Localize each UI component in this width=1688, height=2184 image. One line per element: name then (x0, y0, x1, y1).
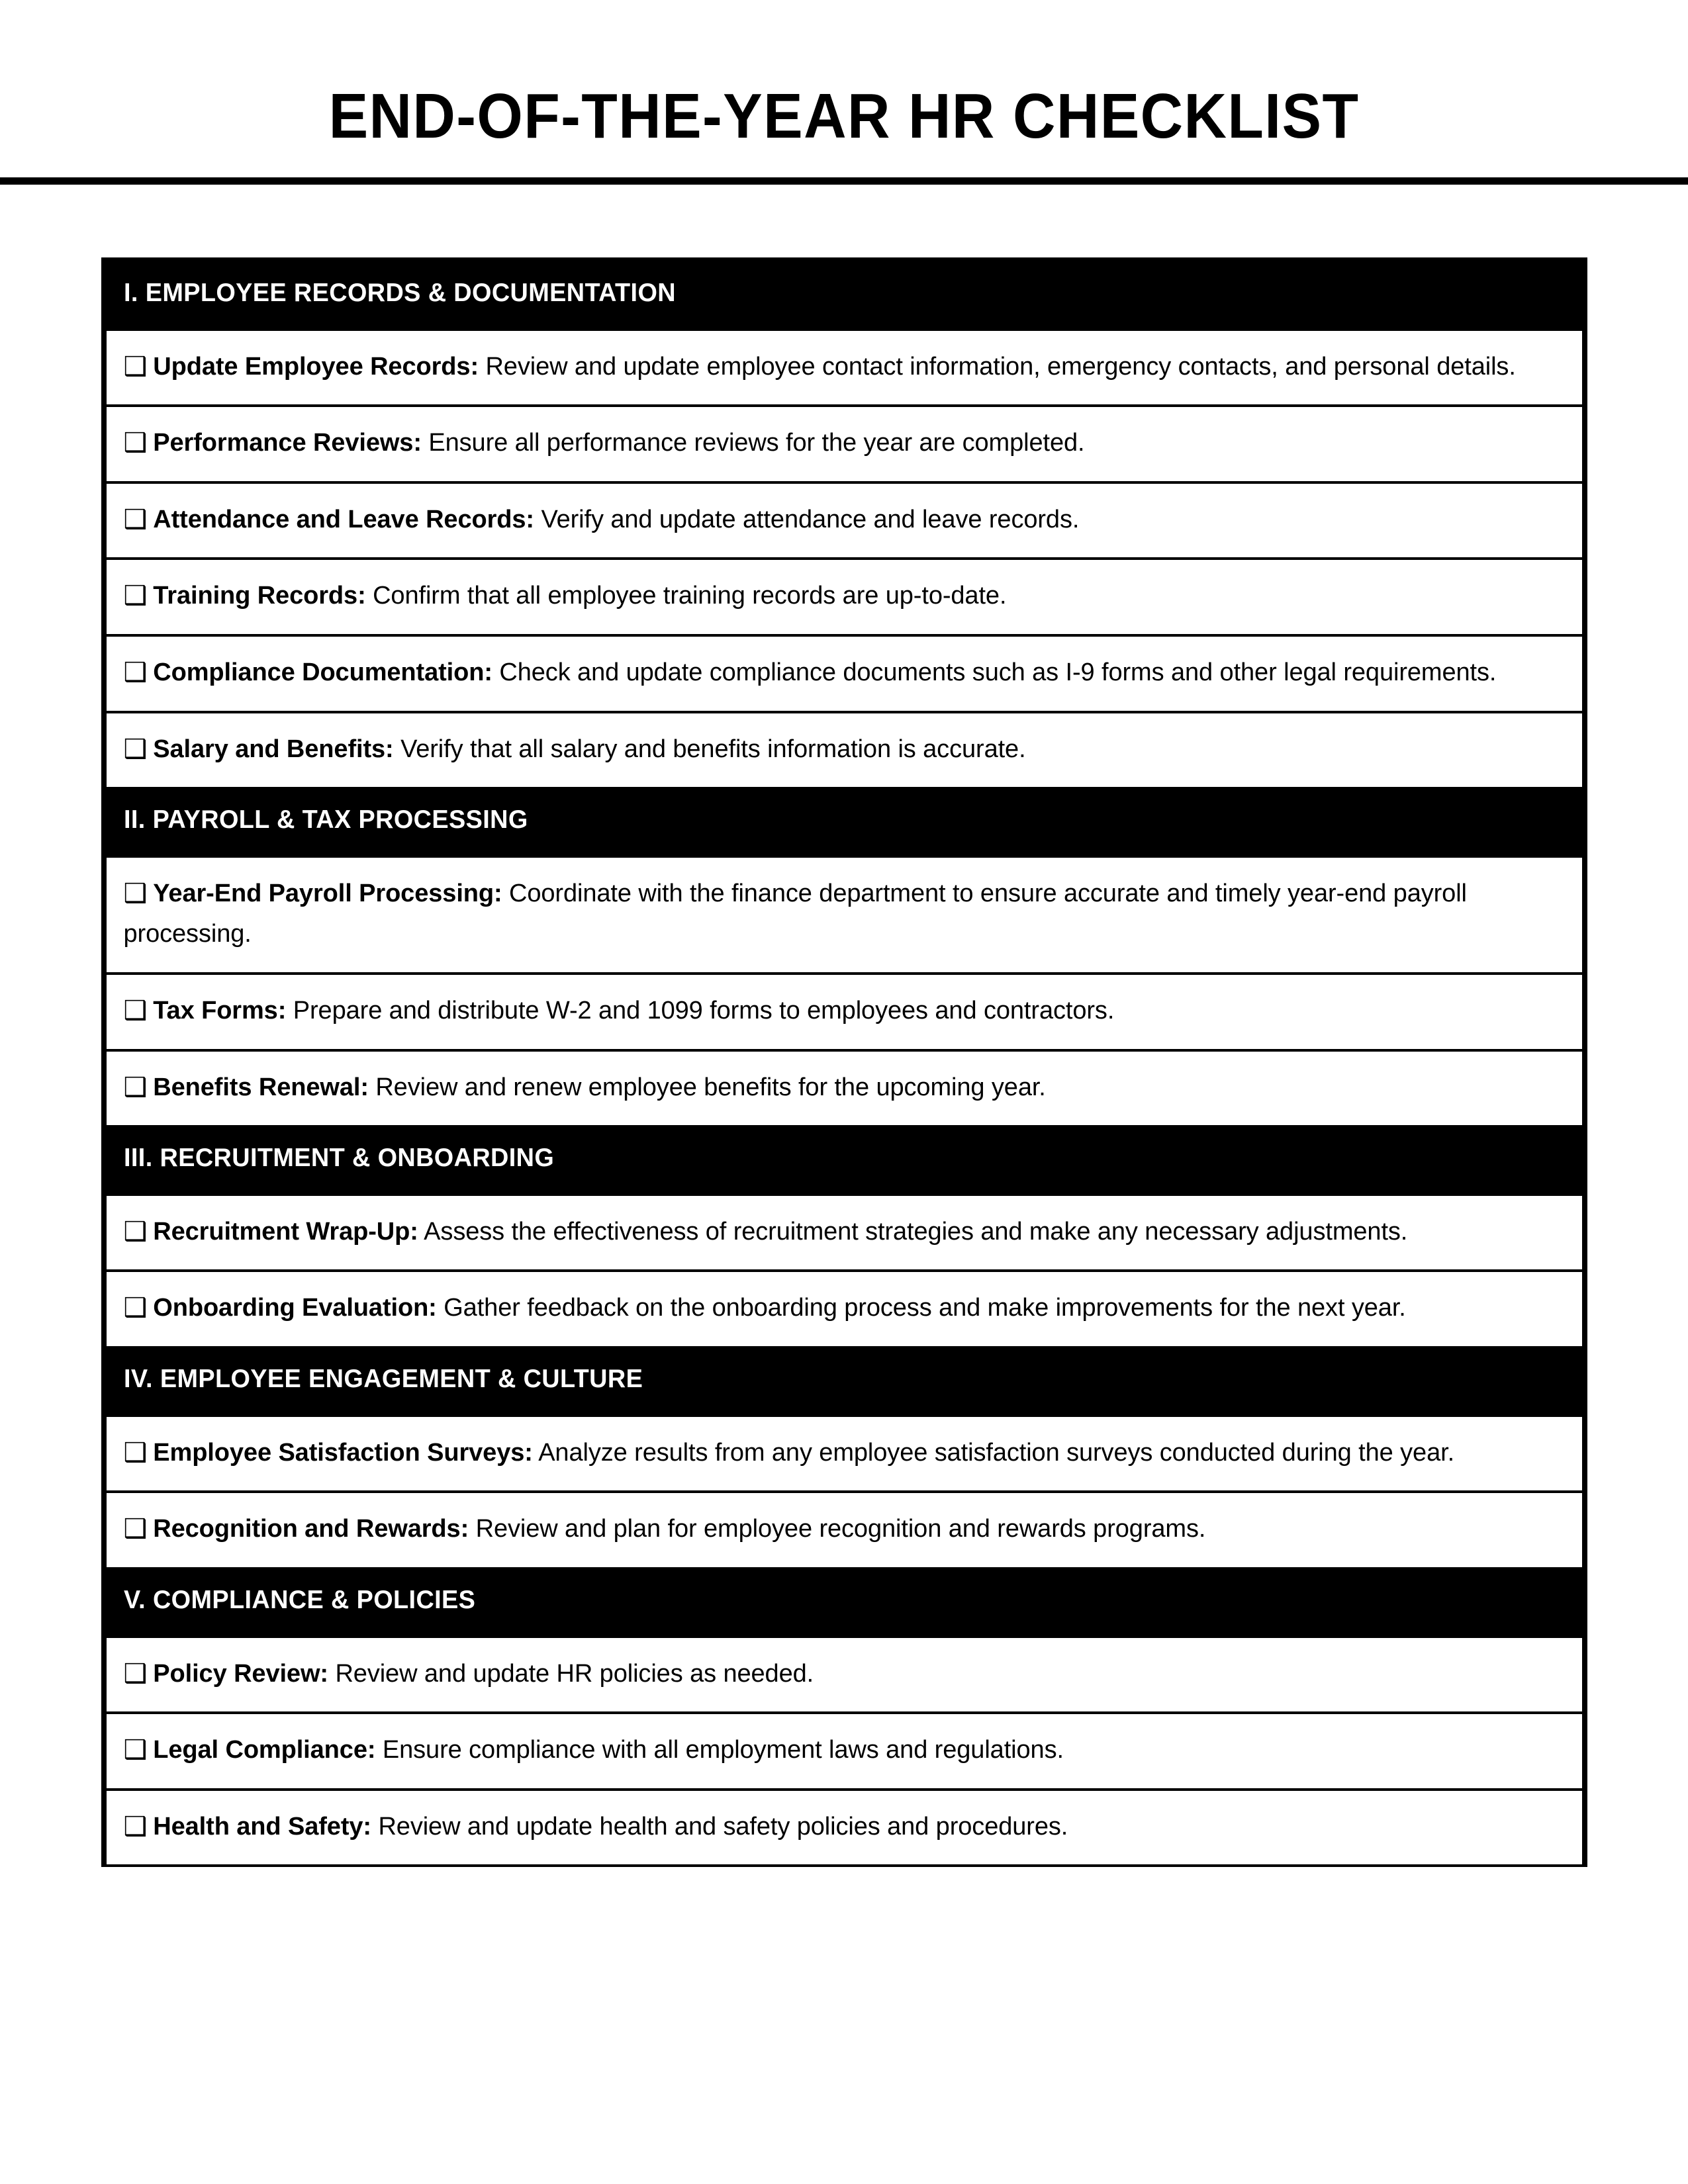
checklist-row[interactable] (104, 1269, 1585, 1346)
checklist-row[interactable] (104, 1711, 1585, 1788)
checklist-item-description: Confirm that all employee training records are up-to-date. (365, 582, 1007, 610)
checkbox-icon[interactable]: ❑ (123, 1811, 148, 1841)
checklist-item-text (124, 653, 1562, 694)
checklist-row[interactable] (104, 1193, 1585, 1270)
section-header-label: III. RECRUITMENT & ONBOARDING (123, 1144, 554, 1173)
checklist-row[interactable] (104, 972, 1585, 1049)
checkbox-icon[interactable]: ❑ (123, 657, 148, 687)
title-divider (0, 177, 1688, 185)
checklist-item-label: Health and Safety: (153, 1812, 371, 1841)
checklist-item-description: Ensure compliance with all employment laws and regulations. (375, 1736, 1064, 1764)
checklist-row[interactable] (104, 328, 1585, 405)
checklist-item-description: Gather feedback on the onboarding process and make improvements for the next year. (436, 1294, 1406, 1322)
section-header (104, 1125, 1585, 1193)
checklist-item-text (124, 500, 1562, 541)
checklist-item-label: Tax Forms: (153, 996, 287, 1024)
checklist-row[interactable] (104, 1049, 1585, 1126)
checklist-item-text (124, 576, 1562, 617)
checklist-item-label: Attendance and Leave Records: (153, 505, 534, 533)
checklist-item-text (124, 1433, 1562, 1474)
section-header-label: V. COMPLIANCE & POLICIES (123, 1585, 475, 1614)
checklist-item-description: Review and update health and safety policies and procedures. (371, 1812, 1068, 1841)
checkbox-icon[interactable]: ❑ (123, 878, 148, 908)
checkbox-icon[interactable]: ❑ (123, 504, 148, 534)
checklist-item-description: Coordinate with the finance department to ensure accurate and timely year-end payroll processing. (123, 879, 1467, 948)
checklist-row[interactable] (104, 404, 1585, 481)
checklist-item-text (124, 1730, 1562, 1771)
section-header-label: I. EMPLOYEE RECORDS & DOCUMENTATION (123, 279, 676, 307)
section-header (104, 1346, 1585, 1414)
checklist-row[interactable] (104, 1788, 1585, 1865)
section-header-label: II. PAYROLL & TAX PROCESSING (123, 805, 528, 835)
checklist-item-description: Prepare and distribute W-2 and 1099 forms to employees and contractors. (286, 996, 1115, 1024)
checklist-item-label: Recruitment Wrap-Up: (153, 1217, 418, 1246)
checklist-table (101, 257, 1587, 1867)
checkbox-icon[interactable]: ❑ (123, 1514, 148, 1544)
checklist-item-text (124, 1068, 1562, 1109)
checklist-item-text (124, 347, 1562, 388)
checklist-item-text (124, 1654, 1562, 1695)
checkbox-icon[interactable]: ❑ (123, 581, 148, 611)
section-header (104, 787, 1585, 855)
checklist-row[interactable] (104, 855, 1585, 972)
checklist-item-label: Benefits Renewal: (153, 1073, 369, 1101)
checklist-item-label: Recognition and Rewards: (153, 1515, 469, 1543)
checklist-item-text (124, 423, 1562, 464)
checklist-row[interactable] (104, 634, 1585, 711)
checklist-item-text (124, 1807, 1562, 1848)
checklist-row[interactable] (104, 557, 1585, 634)
checklist-item-text (124, 991, 1562, 1032)
section-header (104, 260, 1585, 328)
checkbox-icon[interactable]: ❑ (123, 734, 148, 764)
checklist-row[interactable] (104, 1635, 1585, 1712)
checklist-item-label: Legal Compliance: (153, 1736, 376, 1764)
checklist-item-label: Compliance Documentation: (153, 658, 492, 686)
checklist-item-description: Review and renew employee benefits for the upcoming year. (368, 1073, 1046, 1101)
title-block (0, 0, 1688, 152)
section-header-label: IV. EMPLOYEE ENGAGEMENT & CULTURE (123, 1364, 643, 1393)
checklist-item-label: Onboarding Evaluation: (153, 1294, 437, 1322)
checklist-row[interactable] (104, 1490, 1585, 1567)
checklist-item-description: Assess the effectiveness of recruitment strategies and make any necessary adjustments. (418, 1217, 1408, 1246)
checklist-item-text (124, 874, 1562, 955)
checklist-item-text (124, 1509, 1562, 1550)
checklist-item-description: Review and plan for employee recognition and rewards programs. (469, 1515, 1206, 1543)
checklist-item-text (124, 1212, 1562, 1253)
checkbox-icon[interactable]: ❑ (123, 995, 148, 1025)
checklist-item-label: Performance Reviews: (153, 429, 422, 457)
checklist-item-text (124, 1288, 1562, 1329)
section-header (104, 1567, 1585, 1635)
checklist-item-label: Update Employee Records: (153, 352, 479, 381)
checklist-item-description: Verify that all salary and benefits information is accurate. (393, 735, 1026, 763)
checklist-item-label: Policy Review: (153, 1659, 328, 1688)
checklist-item-description: Verify and update attendance and leave records. (534, 505, 1080, 533)
checkbox-icon[interactable]: ❑ (123, 1659, 148, 1688)
checkbox-icon[interactable]: ❑ (123, 1072, 148, 1102)
checklist-row[interactable] (104, 481, 1585, 558)
checkbox-icon[interactable]: ❑ (123, 1735, 148, 1765)
page-title: END-OF-THE-YEAR HR CHECKLIST (328, 81, 1360, 152)
checkbox-icon[interactable]: ❑ (123, 1216, 148, 1246)
checklist-item-description: Check and update compliance documents such as I-9 forms and other legal requirements. (492, 658, 1497, 686)
checklist-item-label: Salary and Benefits: (153, 735, 394, 763)
checkbox-icon[interactable]: ❑ (123, 1293, 148, 1323)
checklist-row[interactable] (104, 711, 1585, 788)
checklist-item-description: Analyze results from any employee satisfaction surveys conducted during the year. (532, 1438, 1455, 1467)
checkbox-icon[interactable]: ❑ (123, 1437, 148, 1467)
checklist-item-text (124, 729, 1562, 770)
checklist-item-description: Review and update employee contact information, emergency contacts, and personal details. (479, 352, 1516, 381)
checklist-item-label: Training Records: (153, 582, 366, 610)
checklist-item-description: Review and update HR policies as needed. (328, 1659, 814, 1688)
checkbox-icon[interactable]: ❑ (123, 351, 148, 381)
checklist-item-description: Ensure all performance reviews for the year are completed. (421, 429, 1085, 457)
checklist-container (101, 257, 1587, 1867)
checklist-row[interactable] (104, 1414, 1585, 1491)
checkbox-icon[interactable]: ❑ (123, 428, 148, 458)
checklist-item-label: Year-End Payroll Processing: (153, 879, 502, 907)
checklist-item-label: Employee Satisfaction Surveys: (153, 1438, 533, 1467)
